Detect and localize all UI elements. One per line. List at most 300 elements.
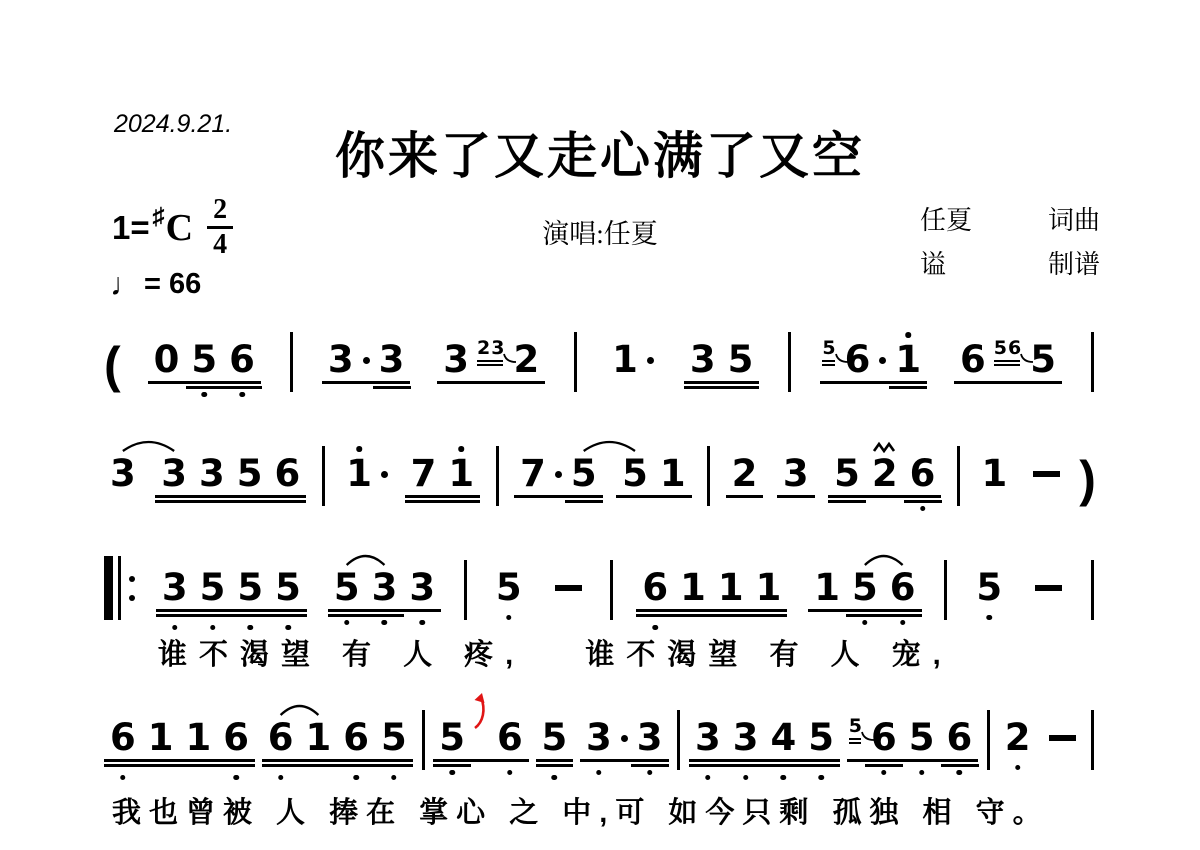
note-digit: 5 xyxy=(622,452,648,495)
note xyxy=(828,452,866,495)
note xyxy=(269,566,307,609)
octave-dot-low xyxy=(705,775,711,781)
beam-line xyxy=(777,495,815,498)
bar-line xyxy=(944,560,947,620)
note-digit: 6 xyxy=(223,716,249,759)
note xyxy=(403,566,441,609)
beam-line xyxy=(262,764,413,767)
beam-line xyxy=(828,495,941,498)
note-digit: 5 xyxy=(237,566,264,609)
beam-line xyxy=(104,764,255,767)
repeat-dots xyxy=(129,556,135,620)
note xyxy=(491,716,529,759)
octave-dot-low xyxy=(233,775,239,781)
note-digit: 2 xyxy=(1004,716,1031,759)
note-digit: 2 xyxy=(731,452,758,495)
bar-line xyxy=(422,710,425,770)
note-digit: 7 xyxy=(520,452,546,495)
note-digit: 5 xyxy=(727,338,754,381)
note xyxy=(802,716,840,759)
beam-line-partial xyxy=(433,764,471,767)
beam-line xyxy=(156,609,307,612)
note-group xyxy=(104,716,255,780)
octave-dot-low xyxy=(743,775,749,781)
bar-line xyxy=(677,710,680,770)
note-group xyxy=(148,338,261,402)
octave-dot-low xyxy=(957,770,963,776)
note-digit: 3 xyxy=(636,716,663,759)
slur-arc xyxy=(347,556,385,565)
tempo-value: = 66 xyxy=(144,268,202,300)
bar-line xyxy=(957,446,960,506)
note xyxy=(104,716,142,759)
dot xyxy=(647,357,654,364)
beam-line xyxy=(156,614,307,617)
augmentation-dot xyxy=(618,719,631,756)
beam-line-partial xyxy=(373,386,411,389)
note xyxy=(490,566,528,609)
octave-dot-low xyxy=(239,392,245,398)
note-digit: 5 xyxy=(333,566,360,609)
octave-dot-low xyxy=(285,625,291,631)
augmentation-dot xyxy=(360,341,373,378)
octave-dot-low xyxy=(1015,765,1021,771)
beam-line xyxy=(689,764,840,767)
beam-line-partial xyxy=(565,500,603,503)
note-group xyxy=(490,566,528,630)
note-group xyxy=(999,716,1037,780)
note-group xyxy=(616,452,692,516)
note xyxy=(975,452,1013,495)
octave-dot-low xyxy=(344,620,350,626)
note xyxy=(654,452,692,495)
grace-notes xyxy=(994,339,1022,358)
note-group xyxy=(156,566,307,630)
note xyxy=(231,566,269,609)
beam-line xyxy=(405,495,481,498)
note xyxy=(514,452,552,495)
note-digit: 1 xyxy=(659,452,686,495)
grace-beam xyxy=(849,738,861,740)
bar-line xyxy=(610,560,613,620)
beam-line xyxy=(684,381,760,384)
note xyxy=(777,452,815,495)
key-prefix: 1= xyxy=(112,208,150,246)
parenthesis: ( xyxy=(104,337,121,393)
half-note-dash xyxy=(1049,735,1076,741)
augmentation-dot xyxy=(552,455,565,492)
dot xyxy=(879,357,886,364)
beam-line xyxy=(437,381,545,384)
beam-line-partial xyxy=(186,386,262,389)
repeat-dot xyxy=(129,576,135,582)
beam-line xyxy=(536,759,574,762)
note xyxy=(405,452,443,495)
grace-beam xyxy=(994,360,1020,362)
note xyxy=(808,566,846,609)
note-digit: 3 xyxy=(689,338,716,381)
tempo-marking xyxy=(110,266,201,303)
credit-row-transcriber xyxy=(920,244,1100,281)
note-digit: 1 xyxy=(755,566,782,609)
note xyxy=(300,716,338,759)
note-digit: 1 xyxy=(814,566,840,609)
note-group xyxy=(340,452,391,516)
beam-line xyxy=(820,381,927,384)
grace-note-digits: 23 xyxy=(477,337,506,359)
note-digit: 6 xyxy=(870,716,897,759)
note xyxy=(185,338,223,381)
octave-dot-low xyxy=(210,625,216,631)
note-group xyxy=(104,452,142,516)
grace-beam xyxy=(477,364,503,366)
note-digit: 5 xyxy=(541,716,568,759)
augmentation-dot xyxy=(644,341,657,378)
grace-beam xyxy=(849,742,861,744)
octave-dot-low xyxy=(652,625,658,631)
note-digit: 3 xyxy=(586,716,612,759)
note xyxy=(366,566,404,609)
note-group xyxy=(689,716,840,780)
note-digit: 6 xyxy=(960,338,986,381)
bar-line xyxy=(987,710,990,770)
note xyxy=(148,338,186,381)
beam-line xyxy=(104,759,255,762)
octave-dot-low xyxy=(920,506,926,512)
note-group xyxy=(954,339,1062,402)
note xyxy=(156,566,194,609)
octave-dot-low xyxy=(419,620,425,626)
octave-dot-high xyxy=(458,446,464,452)
note-digit: 5 xyxy=(808,716,834,759)
beam-line xyxy=(954,381,1062,384)
beam-line xyxy=(155,495,306,498)
dot xyxy=(555,471,562,478)
note-group xyxy=(405,452,481,516)
beam-line xyxy=(636,609,787,612)
beam-line xyxy=(322,381,411,384)
note xyxy=(442,452,480,495)
bar-line xyxy=(1091,560,1094,620)
octave-dot-low xyxy=(278,775,284,781)
note-digit: 3 xyxy=(443,338,470,381)
octave-dot-low xyxy=(900,620,906,626)
octave-dot-low xyxy=(986,615,992,621)
octave-dot-low xyxy=(781,775,787,781)
key-letter: C xyxy=(165,206,194,249)
beam-line xyxy=(726,495,764,498)
note xyxy=(712,566,750,609)
note-group xyxy=(808,566,921,630)
beam-line xyxy=(155,500,306,503)
note xyxy=(970,566,1008,609)
octave-dot-high xyxy=(905,332,911,338)
note-digit: 1 xyxy=(448,452,475,495)
beam-line xyxy=(808,609,921,612)
note-digit: 5 xyxy=(976,566,1003,609)
bar-line xyxy=(707,446,710,506)
note-group xyxy=(322,338,411,402)
note xyxy=(433,716,471,759)
composer-role: 词曲 xyxy=(1047,206,1100,235)
note-digit: 6 xyxy=(229,338,255,381)
note xyxy=(104,452,142,495)
note-group xyxy=(820,339,927,402)
beam-line xyxy=(405,500,481,503)
note-group xyxy=(155,452,306,516)
note-group xyxy=(437,339,545,402)
note xyxy=(839,338,877,381)
note-group xyxy=(433,692,529,780)
octave-dot-low xyxy=(507,770,513,776)
octave-dot-low xyxy=(506,615,512,621)
note-digit: 1 xyxy=(305,716,332,759)
note-group xyxy=(684,338,760,402)
note-digit: 0 xyxy=(153,338,180,381)
note-digit: 5 xyxy=(199,566,226,609)
note-digit: 3 xyxy=(695,716,721,759)
note-group xyxy=(970,566,1008,630)
note xyxy=(142,716,180,759)
note xyxy=(865,716,903,759)
note xyxy=(636,566,674,609)
note-digit: 3 xyxy=(327,338,354,381)
note-digit: 5 xyxy=(495,566,522,609)
note-digit: 6 xyxy=(909,452,936,495)
dot xyxy=(381,471,388,478)
notation-line-3 xyxy=(104,534,1096,630)
mordent-icon xyxy=(872,441,898,453)
bar-line xyxy=(322,446,325,506)
note-group xyxy=(580,716,669,780)
note xyxy=(375,716,413,759)
grace-beam xyxy=(477,360,503,362)
note xyxy=(580,716,618,759)
note-digit: 5 xyxy=(1030,338,1056,381)
grace-beam xyxy=(994,364,1020,366)
note-digit: 1 xyxy=(185,716,212,759)
bar-line xyxy=(1091,710,1094,770)
note-digit: 5 xyxy=(191,338,218,381)
grace-notes xyxy=(477,339,505,358)
octave-dot-low xyxy=(120,775,126,781)
beam-line xyxy=(536,764,574,767)
beam-line xyxy=(580,759,669,762)
note-digit: 1 xyxy=(717,566,744,609)
grace-note-digits: 5 xyxy=(848,715,863,737)
note xyxy=(866,452,904,495)
grace-notes xyxy=(822,339,836,358)
note xyxy=(193,452,231,495)
note-digit: 5 xyxy=(908,716,935,759)
note-digit: 5 xyxy=(852,566,878,609)
note-digit: 6 xyxy=(274,452,301,495)
bar-line xyxy=(1091,332,1094,392)
note xyxy=(750,566,788,609)
note-digit: 3 xyxy=(161,566,188,609)
repeat-thin-bar xyxy=(118,556,121,620)
note-digit: 6 xyxy=(497,716,523,759)
notation-line-1 xyxy=(104,306,1096,402)
half-note-dash xyxy=(1033,471,1060,477)
octave-dot-low xyxy=(862,620,868,626)
note-digit: 6 xyxy=(642,566,669,609)
beam-line xyxy=(684,386,760,389)
note xyxy=(155,452,193,495)
note-digit: 1 xyxy=(612,338,638,381)
beam-line xyxy=(616,495,692,498)
grace-beam xyxy=(822,364,834,366)
transcriber-name: 谥 xyxy=(920,250,947,279)
note-digit: 3 xyxy=(782,452,809,495)
note xyxy=(269,452,307,495)
note xyxy=(727,716,765,759)
note-group xyxy=(536,716,574,780)
note-digit: 7 xyxy=(410,452,437,495)
note xyxy=(674,566,712,609)
quarter-note-icon: ♩ xyxy=(110,266,142,302)
repeat-dot xyxy=(129,595,135,601)
note xyxy=(631,716,669,759)
note xyxy=(180,716,218,759)
song-title: 你来了又走心满了又空 xyxy=(335,128,865,184)
note-digit: 6 xyxy=(889,566,916,609)
note-digit: 1 xyxy=(346,452,373,495)
octave-dot-low xyxy=(248,625,254,631)
note xyxy=(328,566,366,609)
note xyxy=(565,452,603,495)
note xyxy=(437,338,475,381)
transcriber-role: 制谱 xyxy=(1047,250,1100,279)
beam-line xyxy=(433,759,529,762)
note-digit: 1 xyxy=(981,452,1008,495)
note-digit: 5 xyxy=(236,452,263,495)
beam-line xyxy=(514,495,603,498)
note xyxy=(373,338,411,381)
note-digit: 4 xyxy=(770,716,797,759)
note xyxy=(726,452,764,495)
beam-line-partial xyxy=(846,614,922,617)
beam-line-partial xyxy=(328,614,404,617)
composer-name: 任夏 xyxy=(920,206,973,235)
bar-line xyxy=(290,332,293,392)
note xyxy=(337,716,375,759)
note xyxy=(999,716,1037,759)
dot xyxy=(363,357,370,364)
note xyxy=(231,452,269,495)
note xyxy=(884,566,922,609)
beam-line-partial xyxy=(904,500,942,503)
note xyxy=(722,338,760,381)
beam-line xyxy=(847,759,978,762)
notation-line-2 xyxy=(104,420,1096,516)
grace-note-digits: 5 xyxy=(822,337,837,359)
note-group xyxy=(636,566,787,630)
note-digit: 5 xyxy=(381,716,407,759)
dot xyxy=(621,735,628,742)
sharp-icon: ♯ xyxy=(152,204,165,230)
note-group xyxy=(847,717,978,780)
note xyxy=(903,716,941,759)
note xyxy=(223,338,261,381)
note-group xyxy=(328,566,441,630)
octave-dot-low xyxy=(647,770,653,776)
lyrics-line-2: 我也曾被 人 捧在 掌心 之 中,可 如今只剩 孤独 相 守。 xyxy=(112,797,1050,829)
note-digit: 1 xyxy=(680,566,706,609)
note-group xyxy=(262,716,413,780)
octave-dot-low xyxy=(596,770,602,776)
slur-arc xyxy=(281,706,319,715)
note-digit: 3 xyxy=(161,452,188,495)
octave-dot-low xyxy=(172,625,178,631)
note-digit: 6 xyxy=(946,716,973,759)
note-digit: 6 xyxy=(267,716,294,759)
time-signature-beats: 2 xyxy=(213,194,228,225)
note-group xyxy=(726,452,764,516)
bar-line xyxy=(788,332,791,392)
grace-beam xyxy=(822,360,834,362)
grace-notes xyxy=(849,717,863,736)
beam-line-partial xyxy=(631,764,669,767)
note xyxy=(684,338,722,381)
note-digit: 2 xyxy=(513,338,540,381)
bar-line xyxy=(574,332,577,392)
note-digit: 3 xyxy=(110,452,136,495)
note xyxy=(322,338,360,381)
note xyxy=(765,716,803,759)
date: 2024.9.21. xyxy=(114,110,233,138)
repeat-sign-begin xyxy=(104,556,135,620)
augmentation-dot xyxy=(876,341,889,378)
beam-line xyxy=(328,609,441,612)
note xyxy=(507,338,545,381)
note-digit: 6 xyxy=(110,716,136,759)
beam-line-partial xyxy=(889,386,927,389)
octave-dot-low xyxy=(391,775,397,781)
note-digit: 3 xyxy=(732,716,759,759)
note-digit: 3 xyxy=(199,452,225,495)
half-note-dash xyxy=(1035,585,1062,591)
note xyxy=(606,338,644,381)
note xyxy=(340,452,378,495)
lyrics-line-1: 谁不渴望 有 人 疼, 谁不渴望 有 人 宠, xyxy=(158,639,953,671)
grace-note-digits: 56 xyxy=(993,337,1023,359)
note-group xyxy=(975,452,1013,516)
beam-line xyxy=(636,614,787,617)
note-digit: 3 xyxy=(378,338,405,381)
time-signature-unit: 4 xyxy=(213,229,228,260)
note xyxy=(536,716,574,759)
slur-arc xyxy=(584,442,635,451)
note xyxy=(846,566,884,609)
note xyxy=(954,338,992,381)
notation-line-4 xyxy=(104,684,1096,780)
octave-dot-low xyxy=(449,770,455,776)
note xyxy=(689,716,727,759)
augmentation-dot xyxy=(378,455,391,492)
note-group xyxy=(828,452,941,516)
note xyxy=(262,716,300,759)
repeat-thick-bar xyxy=(104,556,113,620)
note-digit: 1 xyxy=(895,338,922,381)
note xyxy=(194,566,232,609)
beam-line-partial xyxy=(828,500,866,503)
parenthesis: ) xyxy=(1079,451,1096,507)
note-digit: 5 xyxy=(570,452,597,495)
note xyxy=(889,338,927,381)
note-digit: 5 xyxy=(439,716,465,759)
note-group xyxy=(777,452,815,516)
